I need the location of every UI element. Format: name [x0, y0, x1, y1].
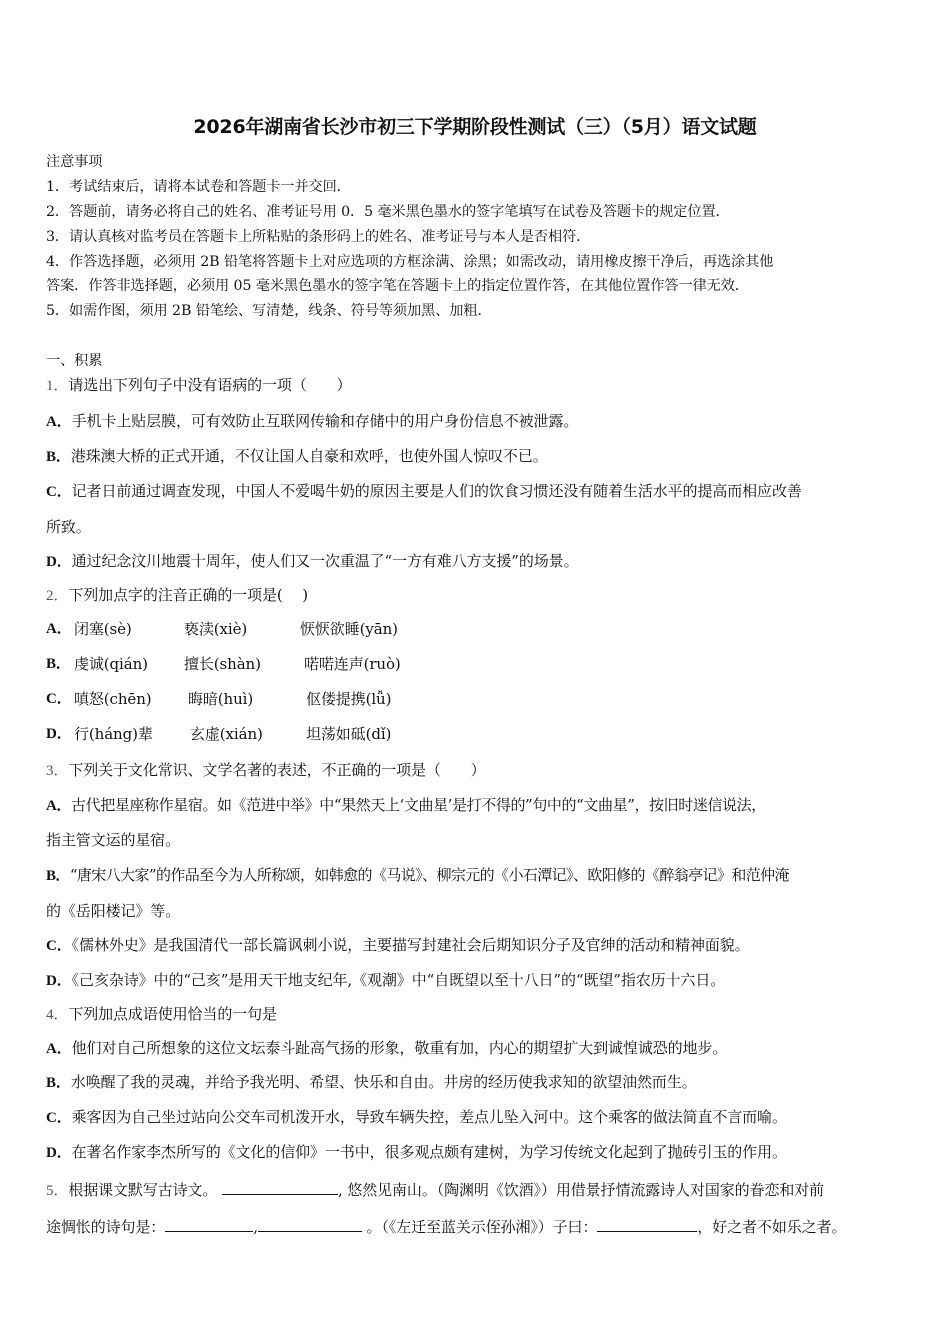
answer-blank[interactable]	[222, 1179, 338, 1195]
question-text: 下列加点字的注音正确的一项是( )	[68, 586, 308, 604]
q2-option-d	[46, 724, 906, 744]
question-number: 5．	[46, 1183, 69, 1199]
question-number: 1．	[46, 378, 69, 394]
option-label: D．	[46, 554, 72, 570]
question-5-line-2: 途惆怅的诗句是： , 。（《左迁至蓝关示侄孙湘》）子曰： ，好之者不如乐之者。	[46, 1218, 847, 1236]
question-text: 请选出下列句子中没有语病的一项（ ）	[68, 376, 352, 394]
notice-item: 3．请认真核对监考员在答题卡上所粘贴的条形码上的姓名、准考证号与本人是否相符．	[46, 229, 591, 245]
question-text: 下列关于文化常识、文学名著的表述，不正确的一项是（ ）	[68, 761, 486, 779]
option-text: “唐宋八大家”的作品至今为人所称颂，如韩愈的《马说》、柳宗元的《小石潭记》、欧阳修的《醉翁亭记》和范仲淹	[69, 866, 789, 884]
option-label: C．	[46, 484, 72, 500]
option-text: 他们对自己所想象的这位文坛泰斗趾高气扬的形象，敬重有加，内心的期望扩大到诚惶诚恐的地步。	[71, 1039, 728, 1057]
question-2-stem	[46, 585, 308, 606]
question-text: 下列加点成语使用恰当的一句是	[68, 1005, 277, 1023]
question-3-stem	[46, 760, 486, 781]
option-label: B．	[46, 449, 71, 465]
notice-item: 答案．作答非选择题，必须用 05 毫米黑色墨水的签字笔在答题卡上的指定位置作答，在其他位置作答一律无效．	[46, 278, 749, 294]
q1-option-a	[46, 411, 578, 432]
question-number: 2．	[46, 588, 69, 604]
option-text: 《儒林外史》是我国清代一部长篇讽刺小说，主要描写封建社会后期知识分子及官绅的活动和精神面貌。	[71, 936, 750, 954]
option-label: D．	[46, 1145, 72, 1161]
option-label: A．	[46, 621, 72, 637]
option-word: 恹恹欲睡(yān)	[300, 620, 398, 638]
q3-option-d	[46, 970, 725, 991]
question-text: ，好之者不如乐之者。	[697, 1218, 847, 1236]
option-word: 虔诚(qián)	[74, 655, 148, 673]
notice-item: 1．考试结束后，请将本试卷和答题卡一并交回．	[46, 179, 351, 195]
q2-option-a	[46, 619, 906, 639]
q2-option-b	[46, 654, 906, 674]
section-heading: 一、积累	[46, 353, 103, 369]
option-label: A．	[46, 798, 72, 814]
option-word: 玄虚(xián)	[190, 725, 263, 743]
option-label: A．	[46, 414, 72, 430]
q2-option-c	[46, 689, 906, 709]
q1-option-c	[46, 481, 802, 502]
option-text: 水唤醒了我的灵魂，并给予我光明、希望、快乐和自由。井房的经历使我求知的欲望油然而生。	[70, 1073, 697, 1091]
q3-option-b-cont: 的《岳阳楼记》等。	[46, 902, 181, 920]
answer-blank[interactable]	[597, 1216, 697, 1232]
q3-option-b	[46, 865, 789, 886]
option-label: C．	[46, 938, 72, 954]
question-text: 途惆怅的诗句是：	[46, 1218, 166, 1236]
question-number: 4．	[46, 1007, 69, 1023]
notice-heading: 注意事项	[46, 154, 103, 170]
question-text: , 悠然见南山。（陶渊明《饮酒》）用借景抒情流露诗人对国家的眷恋和对前	[338, 1181, 825, 1199]
q3-option-a	[46, 795, 766, 816]
question-text: 根据课文默写古诗文。	[68, 1181, 218, 1199]
q4-option-c	[46, 1107, 787, 1128]
q1-option-d	[46, 551, 578, 572]
option-label: D．	[46, 973, 72, 989]
q3-option-a-cont: 指主管文运的星宿。	[46, 831, 181, 849]
option-text: 乘客因为自己坐过站向公交车司机泼开水，导致车辆失控，差点儿坠入河中。这个乘客的做法简直不言而喻。	[71, 1108, 787, 1126]
option-text: 港珠澳大桥的正式开通，不仅让国人自豪和欢呼，也使外国人惊叹不已。	[70, 447, 548, 465]
question-4-stem	[46, 1004, 277, 1025]
q3-option-c	[46, 935, 750, 956]
option-word: 喏喏连声(ruò)	[304, 655, 401, 673]
option-word: 晦暗(huì)	[188, 690, 254, 708]
question-5-line-1	[46, 1179, 824, 1201]
option-label: A．	[46, 1041, 72, 1057]
option-label: C．	[46, 1110, 72, 1126]
page-title: 2026年湖南省长沙市初三下学期阶段性测试（三）（5月）语文试题	[193, 116, 757, 138]
option-word: 闭塞(sè)	[74, 620, 132, 638]
option-text: 在著名作家李杰所写的《文化的信仰》一书中，很多观点颇有建树，为学习传统文化起到了抛砖引玉的作用。	[71, 1143, 787, 1161]
option-word: 坦荡如砥(dǐ)	[306, 725, 392, 743]
option-text: 古代把星座称作星宿。如《范进中举》中“果然天上‘文曲星’是打不得的”句中的“文曲星”，按旧时迷信说法，	[71, 796, 766, 814]
option-word: 擅长(shàn)	[184, 655, 261, 673]
option-label: D．	[46, 726, 72, 742]
q1-option-b	[46, 446, 548, 467]
option-label: B．	[46, 1075, 71, 1091]
option-word: 伛偻提携(lǚ)	[306, 690, 392, 708]
q4-option-d	[46, 1142, 787, 1163]
option-text: 《己亥杂诗》中的“己亥”是用天干地支纪年,《观潮》中“自既望以至十八日”的“既望”指农历十六日。	[71, 971, 726, 989]
q1-option-c-cont: 所致。	[46, 518, 91, 536]
option-word: 行(háng)辈	[74, 725, 153, 743]
notice-item: 2．答题前，请务必将自己的姓名、准考证号用 0．5 毫米黑色墨水的签字笔填写在试卷及答题卡的规定位置．	[46, 204, 730, 220]
question-1-stem	[46, 375, 351, 396]
option-text: 通过纪念汶川地震十周年，使人们又一次重温了“一方有难八方支援”的场景。	[71, 552, 579, 570]
option-word: 嗔怒(chēn)	[74, 690, 152, 708]
answer-blank[interactable]	[258, 1216, 362, 1232]
q4-option-b	[46, 1072, 697, 1093]
option-label: C．	[46, 691, 72, 707]
notice-item: 5．如需作图，须用 2B 铅笔绘、写清楚，线条、符号等须加黑、加粗．	[46, 303, 492, 319]
question-number: 3．	[46, 763, 69, 779]
option-label: B．	[46, 868, 70, 884]
option-label: B．	[46, 656, 71, 672]
option-text: 手机卡上贴层膜，可有效防止互联网传输和存储中的用户身份信息不被泄露。	[71, 412, 579, 430]
question-text: 。（《左迁至蓝关示侄孙湘》）子曰：	[366, 1218, 598, 1236]
notice-item: 4．作答选择题，必须用 2B 铅笔将答题卡上对应选项的方框涂满、涂黑；如需改动，请用橡皮擦干净后，再选涂其他	[46, 254, 774, 270]
q4-option-a	[46, 1038, 727, 1059]
option-word: 亵渎(xiè)	[184, 620, 248, 638]
option-text: 记者日前通过调查发现，中国人不爱喝牛奶的原因主要是人们的饮食习惯还没有随着生活水平的提高而相应改善	[71, 482, 802, 500]
answer-blank[interactable]	[165, 1216, 253, 1232]
